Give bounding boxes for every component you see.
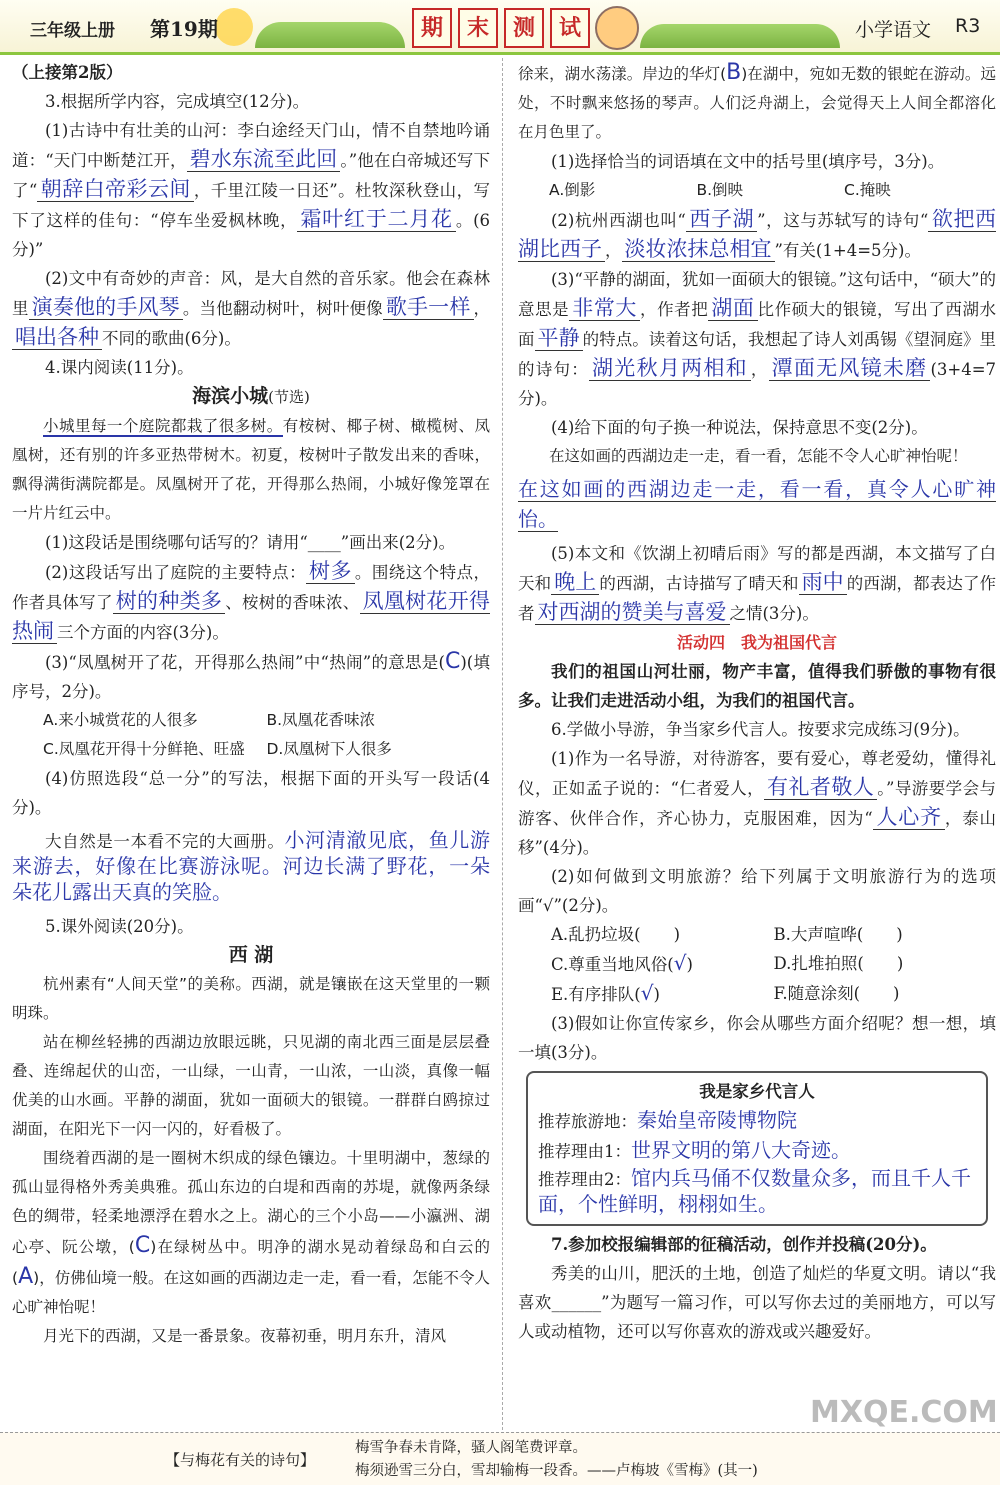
right-column [518,58,996,1346]
q5-4-answer: 在这如画的西湖边走一走，看一看，真令人心旷神怡。 [518,477,996,531]
q5-1: (1)选择恰当的词语填在文中的括号里(填序号，3分)。 [551,152,945,171]
q4-1: (1)这段话是围绕哪句话写的？请用“____”画出来(2分)。 [45,533,456,552]
passage2-p4: 月光下的西湖，又是一番景象。夜幕初垂，明月东升，清风 [43,1327,447,1345]
q7-title: 7.参加校报编辑部的征稿活动，创作并投稿(20分)。 [551,1235,937,1254]
card-row-2: 推荐理由1：世界文明的第八大奇迹。 [538,1138,851,1162]
q5-4: (4)给下面的句子换一种说法，保持意思不变(2分)。 [551,418,928,437]
answer: 霜叶红于二月花 [297,207,455,232]
q3-title: 3.根据所学内容，完成填空(12分)。 [45,92,310,111]
spokesperson-card [526,1071,988,1226]
header [0,0,1000,55]
q6-3: (3)假如让你宣传家乡，你会从哪些方面介绍呢？想一想，填一填(3分)。 [518,1014,996,1062]
q5-title: 5.课外阅读(20分)。 [45,917,194,936]
hills-decoration [255,22,405,48]
card-row-1: 推荐旅游地：秦始皇帝陵博物院 [538,1108,797,1132]
q3-2: (2)文中有奇妙的声音：风，是大自然的音乐家。他会在森林里 演奏他的手风琴 。当他翻动树叶，树叶便像 歌手一样 ，唱出各种 不同的歌曲(6分)。 [12,269,491,349]
grade-label: 三年级上册 [30,21,115,41]
q6-2-options: A.乱扔垃圾( ) B.大声喧哗( ) C.尊重当地风俗(√) D.扎堆拍照( ) E.有序排队(√) F.随意涂刻( ) [551,925,904,1005]
passage1-title: 海滨小城(节选) [192,385,310,407]
q4-title: 4.课内阅读(11分)。 [45,358,194,377]
q6-title: 6.学做小导游，争当家乡代言人。按要求完成练习(9分)。 [551,720,970,739]
answer: 凤凰树花开得热闹 [12,589,491,643]
card-row-3: 推荐理由2：馆内兵马俑不仅数量众多，而且千人千面，个性鲜明，栩栩如生。 [538,1166,971,1216]
answer: 树多 [306,559,355,584]
continued-note: （上接第2版） [12,63,123,82]
answer: 唱出各种 [12,325,102,350]
column-divider [502,58,503,1430]
q5-1-options: A.倒影 B.倒映 C.掩映 [549,181,891,199]
q4-4: (4)仿照选段“总一分”的写法，根据下面的开头写一段话(4分)。 [12,769,490,817]
q4-3: (3)“凤凰树开了花，开得那么热闹”中“热闹”的意思是(C)(填序号，2分)。 [12,649,491,701]
q5-3: (3)“平静的湖面，犹如一面硕大的银镜。”这句话中，“硕大”的意思是 非常大 ，作者把 湖面 比作硕大的银镜，写出了西湖水面 平静 的特点。读着这句话，我想起了诗人刘禹锡《望洞庭》里的诗句： 湖光秋月两相和 ， 潭面无风镜未磨 (3+4=7分)。 [518,270,997,408]
passage2-p1: 杭州素有“人间天堂”的美称。西湖，就是镶嵌在这天堂里的一颗明珠。 [12,975,490,1022]
left-column [12,58,490,1351]
answer: 朝辞白帝彩云间 [37,177,193,202]
cow-mascot-icon [595,6,639,50]
passage2-p2: 站在柳丝轻拂的西湖边放眼远眺，只见湖的南北西三面是层层叠叠、连绵起伏的山峦，一山绿，一山青，一山浓，一山淡，真像一幅优美的山水画。平静的湖面，犹如一面硕大的银镜。一群群白鸥掠过湖面，在阳光下一闪一闪的，好看极了。 [12,1033,490,1138]
answer: 树的种类多 [113,589,225,614]
passage2-title: 西 湖 [228,944,274,966]
q4-4-answer: 大自然是一本看不完的大画册。小河清澈见底，鱼儿游来游去，好像在比赛游泳呢。河边长满了野花，一朵朵花儿露出天真的笑脸。 [12,828,491,904]
passage2-p4-cont: 徐来，湖水荡漾。岸边的华灯(B)在湖中，宛如无数的银蛇在游动。远处，不时飘来悠扬的琴声。人们泛舟湖上，会觉得天上人间全都溶化在月色里了。 [518,60,996,141]
title-char-1: 期 [412,8,452,48]
q6-1: (1)作为一名导游，对待游客，要有爱心，尊老爱幼，懂得礼仪，正如孟子说的：“仁者爱人， 有礼者敬人 。”导游要学会与游客、伙伴合作，齐心协力，克服困难，因为“ 人心齐 ，泰山移”(4分)。 [518,749,997,857]
title-char-2: 末 [458,8,498,48]
answer: 碧水东流至此回 [187,147,341,172]
passage1-text: 小城里每一个庭院都栽了很多树。有桉树、椰子树、橄榄树、凤凰树，还有别的许多亚热带树木。初夏，桉树叶子散发出来的香味，飘得满街满院都是。凤凰树开了花，开得那么热闹，小城好像笼罩在一片片红云中。 [12,417,490,522]
footer-poem: 梅雪争春未肯降，骚人阁笔费评章。 梅须逊雪三分白，雪却输梅一段香。——卢梅坡《雪梅》(其一) [355,1440,758,1479]
hills-decoration-right [640,24,840,48]
q5-4-source: 在这如画的西湖边走一走，看一看，怎能不令人心旷神怡呢！ [549,447,968,465]
passage2-p3: 围绕着西湖的是一圈树木织成的绿色镶边。十里明湖中，葱绿的孤山显得格外秀美典雅。孤山东边的白堤和西南的苏堤，就像两条绿色的绸带，轻柔地漂浮在碧水之上。湖心的三个小岛——小瀛洲、湖心亭、阮公墩，(C)在绿树丛中。明净的湖水晃动着绿岛和白云的(A)，仿佛仙境一般。在这如画的西湖边走一走，看一看，怎能不令人心旷神怡呢！ [12,1149,490,1316]
subject-label: 小学语文 [855,19,932,41]
q4-2: (2)这段话写出了庭院的主要特点： 树多 。围绕这个特点，作者具体写了 树的种类多 、桉树的香味浓、 凤凰树花开得热闹 三个方面的内容(3分)。 [12,559,491,643]
q4-3-options: A.来小城赏花的人很多 B.凤凰花香味浓 C.凤凰花开得十分鲜艳、旺盛 D.凤凰树下人很多 [43,711,392,758]
footer-label: 【与梅花有关的诗句】 [165,1451,316,1469]
issue-label: 第19期 [150,17,218,41]
activity-intro: 我们的祖国山河壮丽，物产丰富，值得我们骄傲的事物有很多。让我们走进活动小组，为我们的祖国代言。 [518,662,996,710]
card-title: 我是家乡代言人 [699,1082,815,1101]
title-char-4: 试 [550,8,590,48]
activity-title: 活动四 我为祖国代言 [676,633,837,652]
answer: 演奏他的手风琴 [29,295,183,320]
title-char-3: 测 [504,8,544,48]
page-number: R3 [955,15,981,37]
answer: 歌手一样 [383,295,474,320]
answer: C [444,649,461,674]
q6-2: (2)如何做到文明旅游？给下列属于文明旅游行为的选项画“√”(2分)。 [518,867,996,915]
sun-decoration [215,8,253,46]
q5-2: (2)杭州西湖也叫“ 西子湖 ”，这与苏轼写的诗句“ 欲把西湖比西子 ， 淡妆浓抹总相宜 ”有关(1+4=5分)。 [518,207,997,261]
q3-1: (1)古诗中有壮美的山河：李白途经天门山，情不自禁地吟诵道：“天门中断楚江开， 碧水东流至此回 。”他在白帝城还写下了“ 朝辞白帝彩云间 ，千里江陵一日还”。杜牧深秋登山，写下了这样的佳句：“停车坐爱枫林晚， 霜叶红于二月花 。(6分)” [12,121,491,259]
q7-text: 秀美的山川，肥沃的土地，创造了灿烂的华夏文明。请以“我喜欢______”为题写一篇习作，可以写你去过的美丽地方，可以写人或动植物，还可以写你喜欢的游戏或兴趣爱好。 [518,1264,996,1341]
q5-5: (5)本文和《饮湖上初晴后雨》写的都是西湖，本文描写了白天和 晚上 的西湖，古诗描写了晴天和 雨中 的西湖，都表达了作者 对西湖的赞美与喜爱 之情(3分)。 [518,544,997,624]
watermark: MXQE.COM [810,1395,998,1430]
footer [0,1432,1000,1485]
